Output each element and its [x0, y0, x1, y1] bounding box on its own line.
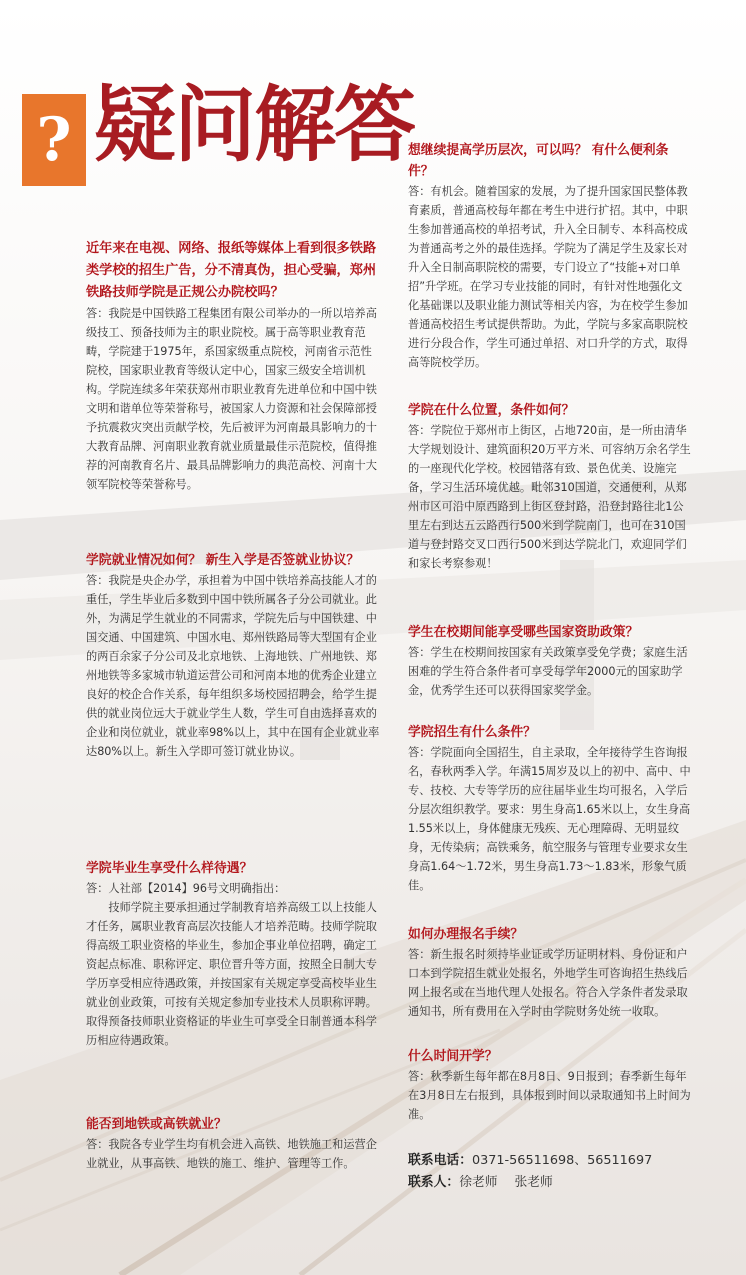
question-mark-icon: ?: [36, 105, 72, 175]
contact-info: [408, 1150, 708, 1194]
faq-item-location: [408, 400, 692, 573]
faq-answer: 答：秋季新生每年都在8月8日、9日报到；春季新生每年在3月8日左右报到，具体报到时间以录取通知书上时间为准。: [408, 1070, 691, 1121]
faq-question: 近年来在电视、网络、报纸等媒体上看到很多铁路类学校的招生广告，分不清真伪，担心受骗，郑州铁路技师学院是正规公办院校吗？: [86, 241, 377, 300]
faq-question: 学院招生有什么条件？: [408, 725, 536, 740]
faq-answer: 答：学院面向全国招生，自主录取，全年接待学生咨询报名，春秋两季入学。年满15周岁及以上的初中、高中、中专、技校、大专等学历的应往届毕业生均可报名，入学后分层次组织教学。要求：男生身高1.65米以上，女生身高1.55米以上，身体健康无残疾、无心理障碍、无明显纹身，无传染病；高铁乘务，航空服务与管理专业要求女生身高1.64～1.72米，男生身高1.73～1.83米，形象气质佳。: [408, 746, 691, 892]
faq-question: 学生在校期间能享受哪些国家资助政策？: [408, 625, 639, 640]
faq-question: 能否到地铁或高铁就业？: [86, 1117, 227, 1132]
contact-phone-row: [408, 1150, 708, 1172]
faq-question: 什么时间开学？: [408, 1049, 498, 1064]
faq-item-admission-requirements: [408, 722, 692, 895]
contact-persons: 徐老师 张老师: [459, 1175, 553, 1190]
faq-answer: 答：有机会。随着国家的发展，为了提升国家国民整体教育素质，普通高校每年都在考生中进行扩招。其中，中职生参加普通高校的单招考试，升入全日制专、本科高校成为普通高考之外的最佳选择。学院为了满足学生及家长对升入全日制高职院校的需要，专门设立了“技能+对口单招”升学班。在学习专业技能的同时，有针对性地强化文化基础课以及职业能力测试等相关内容，为在校学生参加普通高校招生考试提供帮助。为此，学院与多家高职院校进行分段合作，学生可通过单招、对口升学的方式，取得高等院校学历。: [408, 185, 688, 369]
faq-item-graduate-benefits: [86, 858, 380, 1050]
question-mark-badge: [22, 94, 86, 186]
faq-question: 学院就业情况如何？ 新生入学是否签就业协议？: [86, 553, 360, 568]
faq-answer-continued: 技师学院主要承担通过学制教育培养高级工以上技能人才任务，属职业教育高层次技能人才培养范畴。技师学院取得高级工职业资格的毕业生，参加企事业单位招聘，确定工资起点标准、职称评定、职位晋升等方面，按照全日制大专学历享受相应待遇政策，并按国家有关规定享受高校毕业生就业创业政策，可按有关规定参加专业技术人员职称评聘。取得预备技师职业资格证的毕业生可享受全日制普通本科学历相应待遇政策。: [86, 901, 377, 1047]
faq-item-metro-jobs: [86, 1114, 380, 1173]
faq-answer: 答：我院是央企办学，承担着为中国中铁培养高技能人才的重任，学生毕业后多数到中国中铁所属各子分公司就业。此外，为满足学生就业的不同需求，学院先后与中国铁建、中国交通、中国建筑、中国水电、郑州铁路局等大型国有企业的两百余家子分公司及北京地铁、上海地铁、广州地铁、郑州地铁等多家城市轨道运营公司和河南本地的优秀企业建立良好的校企合作关系，每年组织多场校园招聘会，给学生提供的就业岗位远大于就业学生人数，学生可自由选择喜欢的企业和岗位就业，就业率98%以上，其中在国有企业就业率达80%以上。新生入学即可签订就业协议。: [86, 574, 380, 758]
person-label: 联系人：: [408, 1175, 460, 1190]
faq-question: 如何办理报名手续？: [408, 927, 524, 942]
faq-answer: 答：我院各专业学生均有机会进入高铁、地铁施工和运营企业就业，从事高铁、地铁的施工、维护、管理等工作。: [86, 1138, 377, 1170]
page-title: 疑问解答: [94, 77, 415, 173]
faq-answer: 答：我院是中国铁路工程集团有限公司举办的一所以培养高级技工、预备技师为主的职业院校。属于高等职业教育范畴，学院建于1975年，系国家级重点院校，河南省示范性院校，国家职业教育等级认定中心，国家三级安全培训机构。学院连续多年荣获郑州市职业教育先进单位和中国中铁文明和谐单位等荣誉称号，被国家人力资源和社会保障部授予抗震救灾突出贡献学校，先后被评为河南最具影响力的十大教育品牌、河南职业教育就业质量最佳示范院校，值得推荐的河南教育名片、最具品牌影响力的典范高校、河南十大领军院校等荣誉称号。: [86, 307, 377, 491]
faq-question: 想继续提高学历层次，可以吗？ 有什么便利条件？: [408, 143, 669, 179]
faq-question: 学院毕业生享受什么样待遇？: [86, 861, 253, 876]
faq-item-financial-aid: [408, 622, 692, 700]
phone-number: 0371-56511698、56511697: [471, 1153, 653, 1168]
faq-item-further-education: [408, 140, 692, 372]
contact-person-row: [408, 1172, 708, 1194]
faq-question: 学院在什么位置，条件如何？: [408, 403, 575, 418]
faq-answer: 答：新生报名时须持毕业证或学历证明材料、身份证和户口本到学院招生就业处报名，外地学生可咨询招生热线后网上报名或在当地代理人处报名。符合入学条件者发录取通知书，所有费用在入学时由学院财务处统一收取。: [408, 948, 688, 1018]
faq-answer: 答：人社部【2014】96号文明确指出：: [86, 882, 286, 895]
faq-answer: 答：学院位于郑州市上街区，占地720亩，是一所由清华大学规划设计、建筑面积20万平方米、可容纳万余名学生的一座现代化学校。校园错落有致、景色优美、设施完备，学习生活环境优越。毗邻310国道，交通便利，从郑州市区可沿中原西路到上街区登封路，沿登封路往北1公里左右到达五云路西行500米到学院南门，也可在310国道与登封路交叉口西行500米到达学院北门，欢迎同学们和家长考察参观！: [408, 424, 691, 570]
faq-item-registration: [408, 924, 692, 1021]
faq-answer: 答：学生在校期间按国家有关政策享受免学费；家庭生活困难的学生符合条件者可享受每学年2000元的国家助学金，优秀学生还可以获得国家奖学金。: [408, 646, 688, 697]
faq-item-employment: [86, 550, 380, 761]
faq-item-accreditation: [86, 238, 380, 494]
faq-item-start-date: [408, 1046, 692, 1124]
phone-label: 联系电话：: [408, 1153, 472, 1168]
